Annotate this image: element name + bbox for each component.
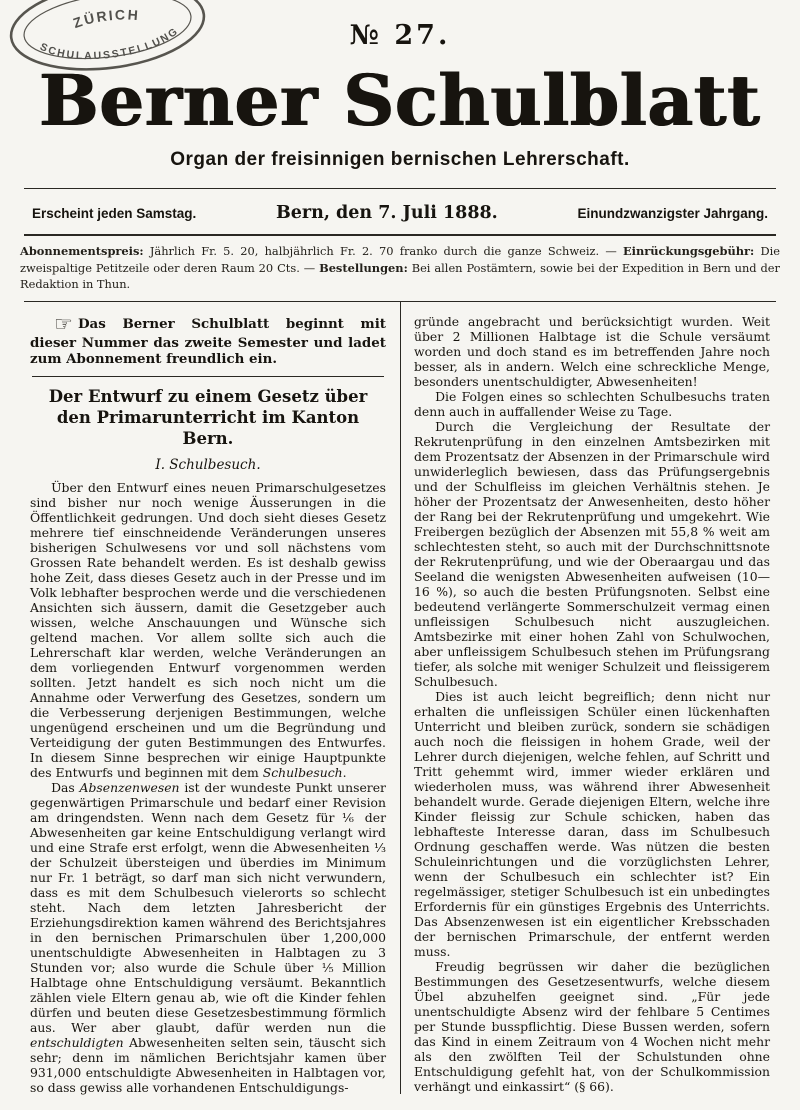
article-columns xyxy=(0,302,800,1094)
italic-term: entschuldigten xyxy=(30,1034,124,1050)
paragraph: gründe angebracht und berücksichtigt wurden. Weit über 2 Millionen Halbtage ist die Schule versäumt worden und doch stand es im betreffenden Jahre noch besser, als in andern. Welch eine schreckliche Menge, besonders unentschuldigter, Abwesenheiten! xyxy=(414,313,770,389)
article-title: Der Entwurf zu einem Gesetz über den Primarunterricht im Kanton Bern. xyxy=(48,386,368,448)
stamp-text-bottom: SCHULAUSSTELLUNG xyxy=(37,24,182,63)
italic-term: Schulbesuch xyxy=(262,764,343,780)
left-column xyxy=(16,311,400,1095)
paragraph xyxy=(30,480,386,780)
text-segment: Jährlich Fr. 5. 20, halbjährlich Fr. 2. 70 franko durch die ganze Schweiz. — xyxy=(143,244,623,259)
paragraph: Die Folgen eines so schlechten Schulbesuchs traten denn auch in auffallender Weise zu Tage. xyxy=(414,388,770,419)
right-column xyxy=(400,314,784,1094)
text-segment: Die zweispaltige Petitzeile oder deren Raum 20 Cts. — xyxy=(20,244,781,275)
column-divider xyxy=(400,302,401,1094)
text-segment: . xyxy=(342,764,347,780)
paragraph: Freudig begrüssen wir daher die bezüglichen Bestimmungen des Gesetzesentwurfs, welche diesem Übel abzuhelfen geeignet sind. „Für jede unentschuldigte Absenz wird der fehlbare 5 Centimes per Stunde busspflichtig. Diese Bussen werden, sofern das Kind in einem Zeitraum von 4 Wochen nicht mehr als den zwölften Teil der Schulstunden ohne Entschuldigung gefehlt hat, von der Schulkommission verhängt und einkassirt“ (§ 66). xyxy=(414,958,770,1094)
manicule-icon: ☞ xyxy=(54,311,73,336)
notice-text: Das Berner Schulblatt beginnt mit dieser Nummer das zweite Semester und ladet zum Abonnement freundlich ein. xyxy=(30,315,386,368)
masthead-subtitle: Organ der freisinnigen bernischen Lehrerschaft. xyxy=(170,149,630,171)
paragraph: Dies ist auch leicht begreiflich; denn nicht nur erhalten die unfleissigen Schüler einen lückenhaften Unterricht und bleiben zurück, sondern sie schädigen auch noch die fleissigen in hohem Grade, weil der Lehrer durch diejenigen, welche fehlen, auf Schritt und Tritt gehemmt wird, immer wieder erklären und wiederholen muss, was während ihrer Abwesenheit behandelt wurde. Gerade diejenigen Eltern, welche ihre Kinder fleissig zur Schule schicken, haben das lebhafteste Interesse daran, dass im Schulbesuch Ordnung geschaffen werde. Was nützen die besten Schuleinrichtungen und die vorzüglichsten Lehrer, wenn der Schulbesuch ein schlechter ist? Ein regelmässiger, stetiger Schulbesuch ist ein unbedingtes Erfordernis für ein günstiges Ergebnis des Unterrichts. Das Absenzenwesen ist ein eigentlicher Krebsschaden der bernischen Primarschule, der entfernt werden muss. xyxy=(414,688,770,959)
publication-date: Bern, den 7. Juli 1888. xyxy=(275,203,498,224)
stamp-text-top: ZÜRICH xyxy=(70,6,141,32)
imprint-line xyxy=(0,236,800,301)
text-segment: Das xyxy=(51,779,80,795)
italic-term: Absenzenwesen xyxy=(79,779,180,795)
imprint-label: Einrückungsgebühr: xyxy=(622,244,755,259)
divider xyxy=(32,376,384,377)
issue-number: № 27. xyxy=(349,20,451,51)
volume-label: Einundzwanzigster Jahrgang. xyxy=(577,206,768,222)
text-segment: Abwesenheiten selten sein, täuscht sich sehr; denn im nämlichen Berichtsjahr kamen über 931,000 entschuldigte Abwesenheiten in Halbtagen vor, so dass gewiss alle vorhandenen Entschuldigungs- xyxy=(30,1034,386,1095)
dateline xyxy=(0,189,800,223)
imprint-label: Bestellungen: xyxy=(319,260,408,275)
masthead-title: Berner Schulblatt xyxy=(39,59,761,142)
section-title: I. Schulbesuch. xyxy=(155,456,261,473)
paragraph: Durch die Vergleichung der Resultate der Rekrutenprüfung in den einzelnen Amtsbezirken mit dem Prozentsatz der Absenzen in der Primarschule wird unwiderleglich bewiesen, dass das Prüfungsergebnis und der Schulfleiss im gleichen Verhältnis stehen. Je höher der Prozentsatz der Anwesenheiten, desto höher der Rang bei der Rekrutenprüfung und umgekehrt. Wie Freibergen bezüglich der Absenzen mit 55,8 % weit am schlechtesten steht, so auch mit der Durchschnittsnote der Rekrutenprüfung, und wie der Oberaargau und das Seeland die wenigsten Abwesenheiten aufweisen (10—16 %), so auch die besten Prüfungsnoten. Selbst eine bedeutend verlängerte Sommerschulzeit vermag einen unfleissigen Schulbesuch nicht auszugleichen. Amtsbezirke mit einer hohen Zahl von Schulwochen, aber unfleissigem Schulbesuch stehen im Prüfungsrang tiefer, als solche mit weniger Schulzeit und fleissigerem Schulbesuch. xyxy=(414,418,770,689)
paragraph xyxy=(30,780,386,1095)
text-segment: ist der wundeste Punkt unserer gegenwärtigen Primarschule und bedarf einer Revision am dringendsten. Wenn nach dem Gesetz für ⅙ der Abwesenheiten gar keine Entschuldigung verlangt wird und eine Strafe erst erfolgt, wenn die Abwesenheiten ⅓ der Schulzeit übersteigen und überdies im Minimum nur Fr. 1 beträgt, so darf man sich nicht verwundern, dass es mit dem Schulbesuch vielerorts so schlecht steht. Nach dem letzten Jahresbericht der Erziehungsdirektion kamen während des Berichtsjahres in den bernischen Primarschulen über 1,200,000 unentschuldigte Abwesenheiten in Halbtagen zu 3 Stunden vor; also wurde die Schule über ⅕ Million Halbtage ohne Entschuldigung versäumt. Bekanntlich zählen viele Eltern genau ab, wie oft die Kinder fehlen dürfen und beuten diese Gesetzesbestimmung förmlich aus. Wer aber glaubt, dafür werden nun die xyxy=(30,779,386,1035)
publication-frequency: Erscheint jeden Samstag. xyxy=(32,206,197,222)
text-segment: Über den Entwurf eines neuen Primarschulgesetzes sind bisher nur noch wenige Äusserungen in die Öffentlichkeit gedrungen. Und doch sieht dieses Gesetz mehrere tief einschneidende Veränderungen unseres bisherigen Schulwesens vor und soll nächstens vom Grossen Rate behandelt werden. Es ist deshalb gewiss hohe Zeit, dass dieses Gesetz auch in der Presse und im Volk lebhafter besprochen werde und die verschiedenen Ansichten sich äussern, damit die Gesetzgeber auch wissen, welche Anschauungen und Wünsche sich geltend machen. Vor allem sollte sich auch die Lehrerschaft klar werden, welche Veränderungen an dem vorliegenden Entwurf vorgenommen werden sollten. Jetzt handelt es sich noch nicht um die Annahme oder Verwerfung des Gesetzes, sondern um die Verbesserung derjenigen Bestimmungen, welche ungenügend erscheinen und um die Begründung und Verteidigung der guten Bestimmungen des Entwurfes. In diesem Sinne besprechen wir einige Hauptpunkte des Entwurfs und beginnen mit dem xyxy=(30,479,386,780)
subscription-notice xyxy=(30,311,386,368)
imprint-label: Abonnementspreis: xyxy=(20,244,144,259)
text-segment: Bei allen Postämtern, sowie bei der Expedition in Bern und der Redaktion in Thun. xyxy=(20,260,780,292)
